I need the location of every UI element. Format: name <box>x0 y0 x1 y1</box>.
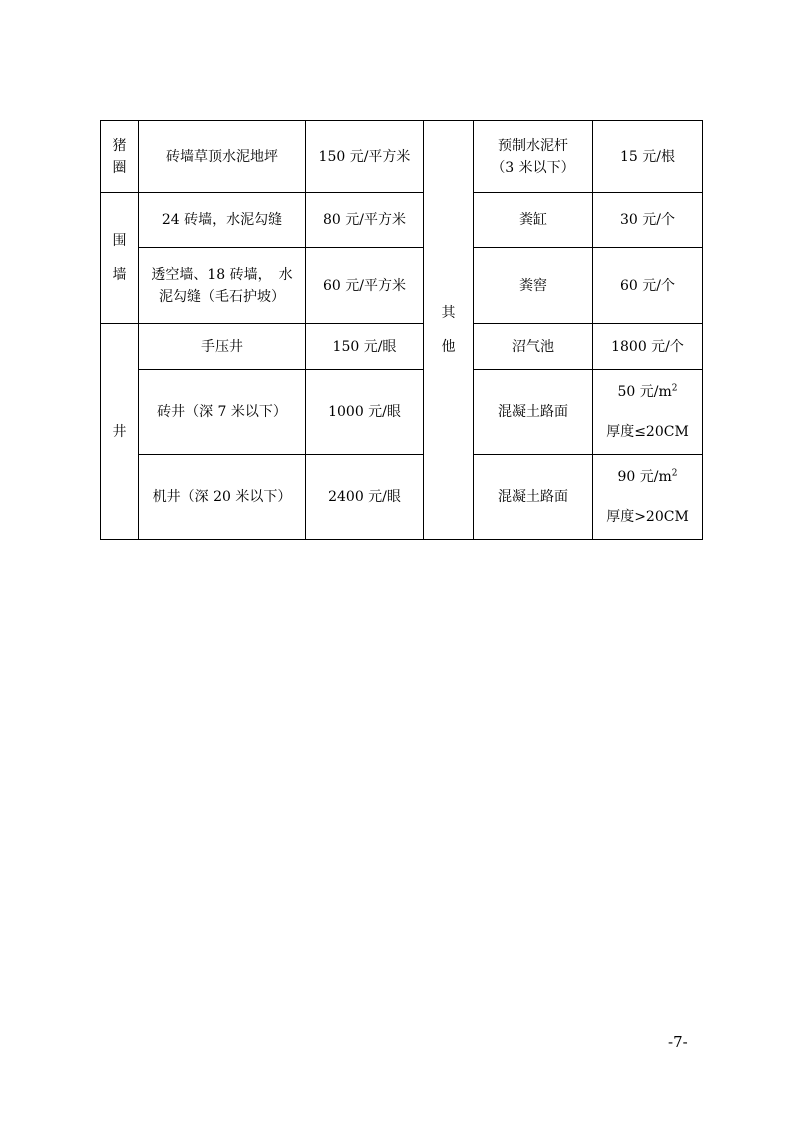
category-cell-other: 其 他 <box>424 121 474 540</box>
price-cell: 2400 元/眼 <box>306 455 424 540</box>
price-cell <box>593 455 703 540</box>
price-note: 厚度≤20CM <box>606 424 689 440</box>
item-cell: 预制水泥杆 （3 米以下） <box>474 121 593 193</box>
item-cell: 粪窖 <box>474 248 593 324</box>
price-value: 90 元/m <box>617 469 672 485</box>
price-cell: 150 元/眼 <box>306 324 424 370</box>
price-cell: 1800 元/个 <box>593 324 703 370</box>
price-cell: 1000 元/眼 <box>306 370 424 455</box>
item-cell: 粪缸 <box>474 193 593 248</box>
item-cell: 沼气池 <box>474 324 593 370</box>
price-cell: 60 元/个 <box>593 248 703 324</box>
item-cell: 混凝土路面 <box>474 370 593 455</box>
price-cell: 80 元/平方米 <box>306 193 424 248</box>
table-row <box>101 193 703 248</box>
item-cell: 砖墙草顶水泥地坪 <box>139 121 306 193</box>
price-unit-superscript: 2 <box>671 468 678 479</box>
price-cell <box>593 370 703 455</box>
table-row <box>101 121 703 193</box>
category-cell-pig-pen: 猪 圈 <box>101 121 139 193</box>
page-number: -7- <box>668 1033 688 1051</box>
price-note: 厚度>20CM <box>606 509 689 525</box>
item-cell: 24 砖墙，水泥勾缝 <box>139 193 306 248</box>
table-row <box>101 324 703 370</box>
item-cell: 透空墙、18 砖墙， 水 泥勾缝（毛石护坡） <box>139 248 306 324</box>
table-row <box>101 248 703 324</box>
table-row <box>101 370 703 455</box>
item-cell: 手压井 <box>139 324 306 370</box>
item-cell: 混凝土路面 <box>474 455 593 540</box>
compensation-price-table <box>100 120 703 540</box>
price-unit-superscript: 2 <box>671 383 678 394</box>
price-cell: 30 元/个 <box>593 193 703 248</box>
price-cell: 150 元/平方米 <box>306 121 424 193</box>
table-row <box>101 455 703 540</box>
item-cell: 砖井（深 7 米以下） <box>139 370 306 455</box>
price-value: 50 元/m <box>617 384 672 400</box>
price-cell: 15 元/根 <box>593 121 703 193</box>
category-cell-well: 井 <box>101 324 139 540</box>
price-cell: 60 元/平方米 <box>306 248 424 324</box>
category-cell-wall: 围 墙 <box>101 193 139 324</box>
item-cell: 机井（深 20 米以下） <box>139 455 306 540</box>
